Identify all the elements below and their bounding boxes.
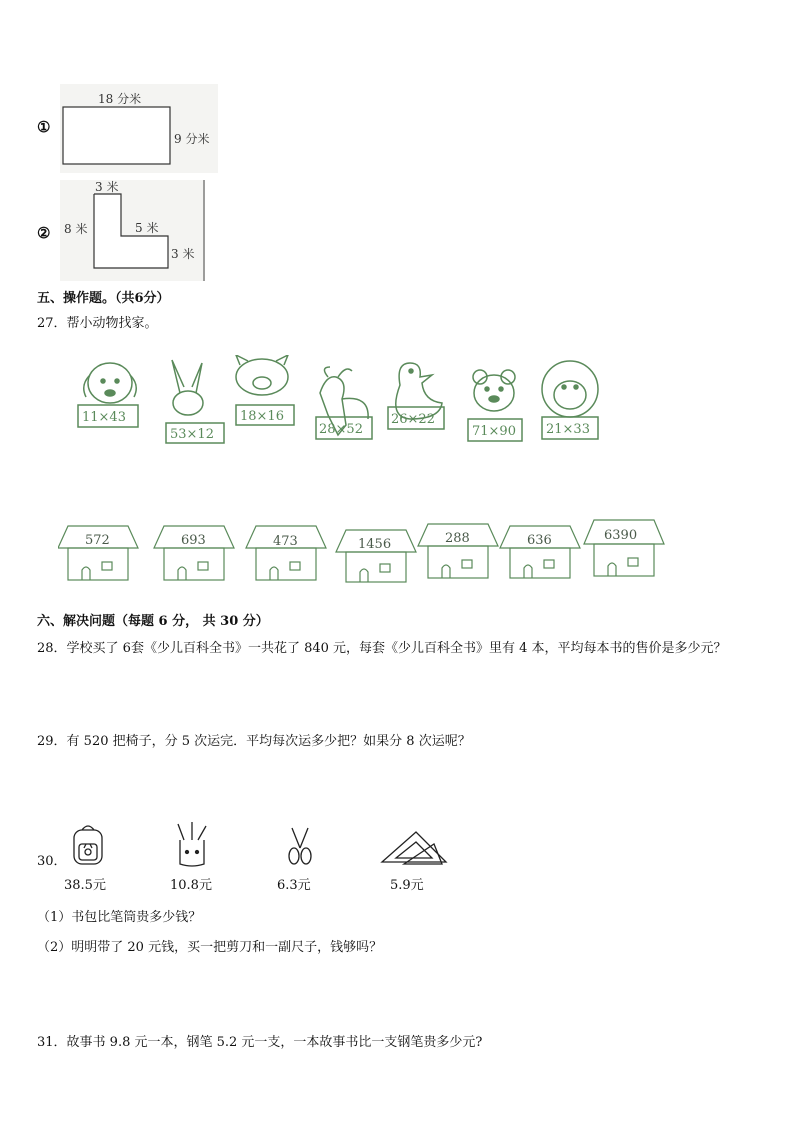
- question-27: 27．帮小动物找家。: [37, 316, 158, 331]
- animal-label-pig: 18×16: [240, 409, 284, 424]
- pencil-cup-icon: [178, 822, 206, 866]
- q30-items: [64, 820, 454, 872]
- price-scissors: 6.3元: [277, 878, 311, 893]
- question-28: 28．学校买了 6套《少儿百科全书》一共花了 840 元，每套《少儿百科全书》里有 4 本，平均每本书的售价是多少元？: [37, 641, 727, 656]
- set-square-icon: [382, 832, 446, 864]
- houses-row: [58, 518, 668, 586]
- scissors-icon: [289, 828, 311, 864]
- house-label-3: 473: [273, 534, 298, 549]
- house-label-5: 288: [445, 531, 470, 546]
- figure-1-marker: ①: [37, 118, 51, 136]
- section-5-heading: 五、操作题。（共6分）: [37, 291, 170, 306]
- house-label-4: 1456: [358, 537, 392, 552]
- question-30-1: （1）书包比笔筒贵多少钱？: [37, 910, 202, 925]
- l-mid-label: 5 米: [135, 221, 159, 235]
- animal-label-rabbit: 53×12: [170, 427, 214, 442]
- l-left-label: 8 米: [64, 222, 88, 236]
- question-30-2: （2）明明带了 20 元钱，买一把剪刀和一副尺子，钱够吗？: [37, 940, 383, 955]
- house-label-6: 636: [527, 533, 552, 548]
- animal-label-bear: 71×90: [472, 424, 516, 439]
- animal-label-dog: 11×43: [82, 410, 126, 425]
- rect-side-label: 9 分米: [174, 132, 210, 146]
- animal-label-monkey: 21×33: [546, 422, 590, 437]
- l-shape-figure: [60, 180, 210, 282]
- l-right-label: 3 米: [171, 247, 195, 261]
- price-backpack: 38.5元: [64, 878, 106, 893]
- figure-2-marker: ②: [37, 224, 51, 242]
- price-pencil-cup: 10.8元: [170, 878, 212, 893]
- section-6-heading: 六、解决问题（每题 6 分， 共 30 分）: [37, 614, 269, 629]
- price-set-square: 5.9元: [390, 878, 424, 893]
- house-label-2: 693: [181, 533, 206, 548]
- animal-label-duck: 26×22: [391, 412, 435, 427]
- question-31: 31．故事书 9.8 元一本，钢笔 5.2 元一支，一本故事书比一支钢笔贵多少元?: [37, 1035, 483, 1050]
- animal-label-goat: 28×52: [319, 422, 363, 437]
- rect-top-label: 18 分米: [98, 92, 142, 106]
- backpack-icon: [74, 826, 102, 864]
- question-29: 29．有 520 把椅子，分 5 次运完．平均每次运多少把？如果分 8 次运呢？: [37, 734, 471, 749]
- house-label-1: 572: [85, 533, 110, 548]
- animals-row: [70, 355, 615, 455]
- house-label-7: 6390: [604, 528, 638, 543]
- l-top-label: 3 米: [95, 180, 119, 194]
- rectangle-figure: [60, 84, 220, 174]
- question-30-number: 30．: [37, 854, 67, 869]
